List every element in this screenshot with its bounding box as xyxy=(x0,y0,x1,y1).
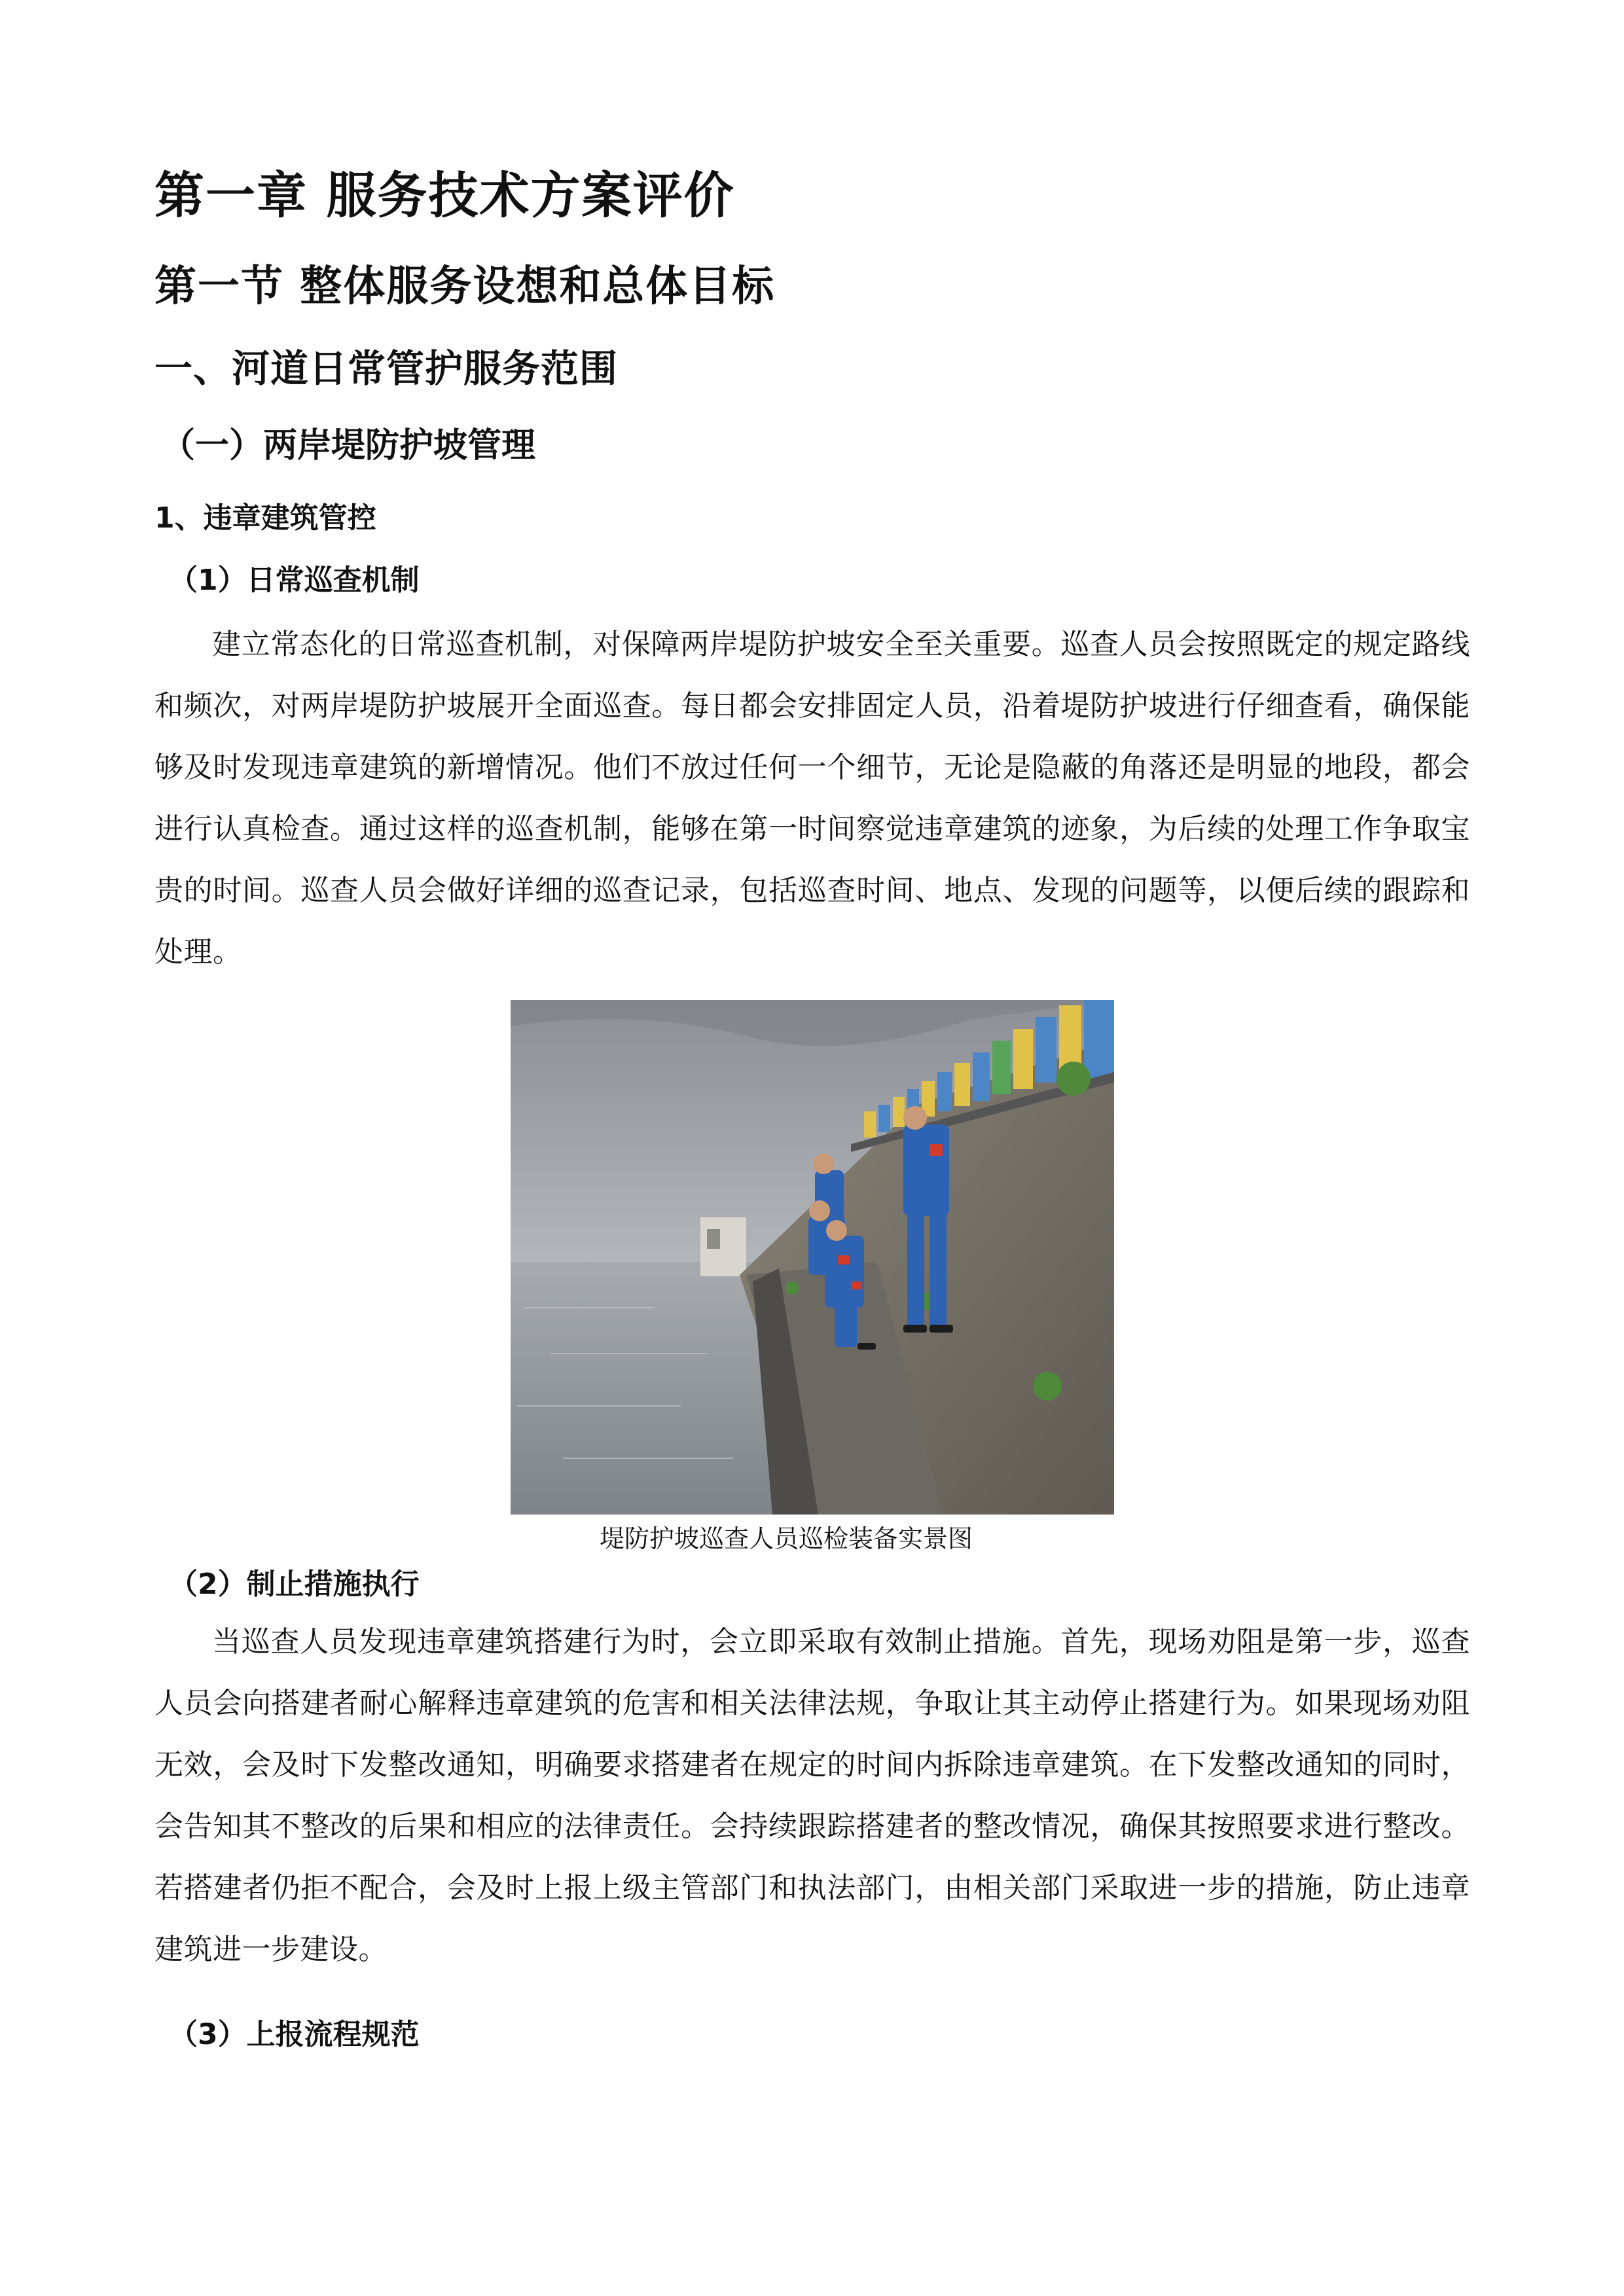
sub1-title: （1）日常巡查机制 xyxy=(169,564,420,597)
inspection-photo xyxy=(511,1000,1114,1515)
figure-caption: 堤防护坡巡查人员巡检装备实景图 xyxy=(600,1524,973,1553)
chapter-title: 第一章 服务技术方案评价 xyxy=(154,166,735,224)
section-title: 第一节 整体服务设想和总体目标 xyxy=(154,262,776,311)
paragraph-2: 当巡查人员发现违章建筑搭建行为时，会立即采取有效制止措施。首先，现场劝阻是第一步，巡查人员会向搭建者耐心解释违章建筑的危害和相关法律法规，争取让其主动停止搭建行为。如果现场劝阻无效，会及时下发整改通知，明确要求搭建者在规定的时间内拆除违章建筑。在下发整改通知的同时，会告知其不整改的后果和相应的法律责任。会持续跟踪搭建者的整改情况，确保其按照要求进行整改。若搭建者仍拒不配合，会及时上报上级主管部门和执法部门，由相关部门采取进一步的措施，防止违章建筑进一步建设。 xyxy=(154,1625,1470,1966)
sub2-title: （2）制止措施执行 xyxy=(169,1568,420,1601)
paragraph-1: 建立常态化的日常巡查机制，对保障两岸堤防护坡安全至关重要。巡查人员会按照既定的规定路线和频次，对两岸堤防护坡展开全面巡查。每日都会安排固定人员，沿着堤防护坡进行仔细查看，确保能够及时发现违章建筑的新增情况。他们不放过任何一个细节，无论是隐蔽的角落还是明显的地段，都会进行认真检查。通过这样的巡查机制，能够在第一时间察觉违章建筑的迹象，为后续的处理工作争取宝贵的时间。巡查人员会做好详细的巡查记录，包括巡查时间、地点、发现的问题等，以便后续的跟踪和处理。 xyxy=(154,628,1470,969)
sub3-title: （3）上报流程规范 xyxy=(169,2018,420,2051)
item-title: 1、违章建筑管控 xyxy=(154,501,376,535)
subsection-title: 一、河道日常管护服务范围 xyxy=(154,346,619,391)
part-title: （一）两岸堤防护坡管理 xyxy=(161,426,536,465)
